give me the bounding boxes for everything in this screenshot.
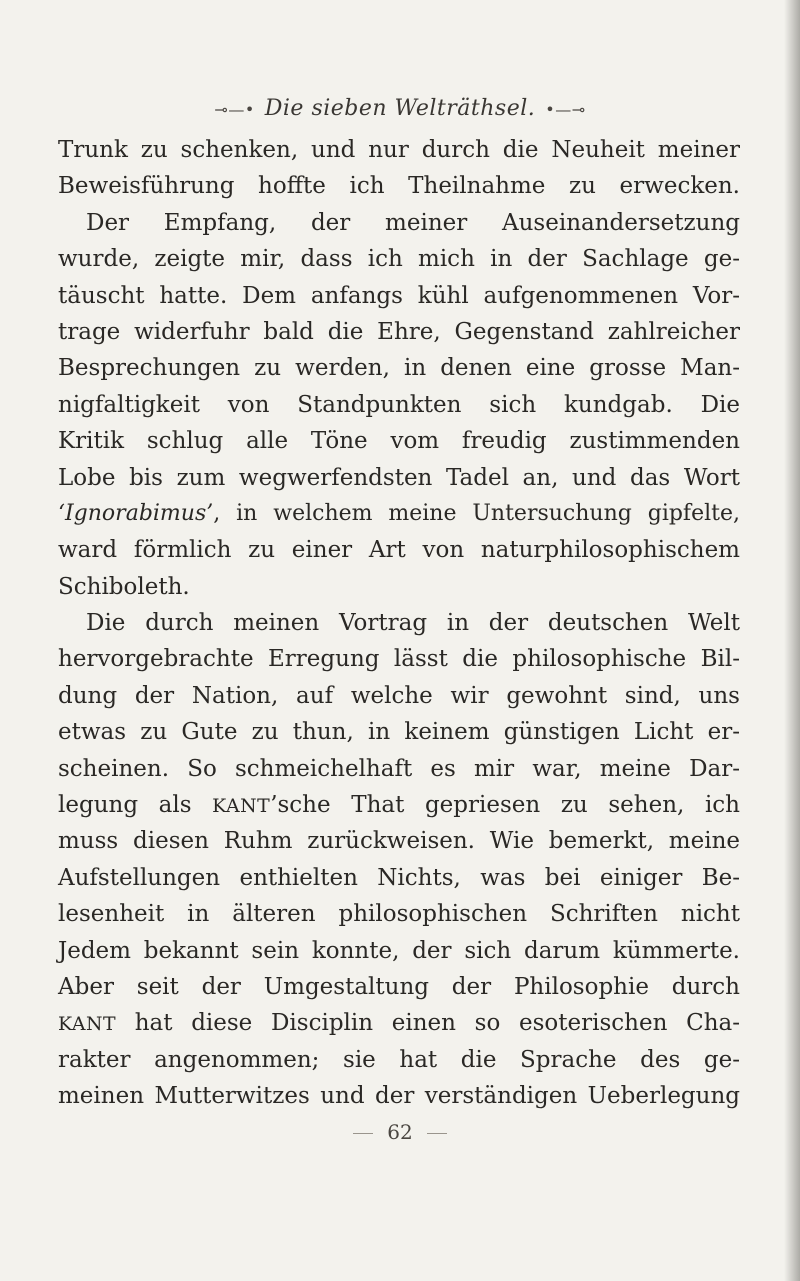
left-ornament: ⊸—• xyxy=(214,99,255,119)
text-line: hervorgebrachte Erregung lässt die philosophische Bil- xyxy=(58,646,740,673)
text-line: KANT hat diese Disciplin einen so esoterischen Cha- xyxy=(58,1010,740,1037)
text-line: Aufstellungen enthielten Nichts, was bei einiger Be- xyxy=(58,864,740,891)
text-line: Jedem bekannt sein konnte, der sich darum kümmerte. xyxy=(58,937,740,964)
text-line: Die durch meinen Vortrag in der deutschen Welt xyxy=(86,610,740,637)
folio-dash-left xyxy=(353,1133,373,1134)
text-line: legung als KANT’sche That gepriesen zu sehen, ich xyxy=(58,792,740,819)
text-line: ward förmlich zu einer Art von naturphilosophischem xyxy=(58,537,740,564)
text-line: nigfaltigkeit von Standpunkten sich kundgab. Die xyxy=(58,391,740,418)
text-line: Aber seit der Umgestaltung der Philosophie durch xyxy=(58,973,740,1000)
running-head xyxy=(0,96,800,121)
folio-dash-right xyxy=(427,1133,447,1134)
text-line: Beweisführung hoffte ich Theilnahme zu erwecken. xyxy=(58,173,740,200)
right-ornament: •—⊸ xyxy=(545,99,586,119)
body-text xyxy=(58,132,740,1115)
text-line: täuscht hatte. Dem anfangs kühl aufgenommenen Vor- xyxy=(58,282,740,309)
text-line: trage widerfuhr bald die Ehre, Gegenstand zahlreicher xyxy=(58,318,740,345)
page-number-value: 62 xyxy=(387,1120,413,1144)
text-line: wurde, zeigte mir, dass ich mich in der Sachlage ge- xyxy=(58,246,740,273)
text-line: Kritik schlug alle Töne vom freudig zustimmenden xyxy=(58,428,740,455)
text-line: Besprechungen zu werden, in denen eine grosse Man- xyxy=(58,355,740,382)
page-number xyxy=(0,1120,800,1144)
text-line-ignorabimus: ‘Ignorabimus’, in welchem meine Untersuchung gipfelte, xyxy=(58,500,740,526)
text-line: Trunk zu schenken, und nur durch die Neuheit meiner xyxy=(58,137,740,163)
text-line: Der Empfang, der meiner Auseinandersetzung xyxy=(86,209,740,236)
text-line: muss diesen Ruhm zurückweisen. Wie bemerkt, meine xyxy=(58,828,740,855)
text-line: scheinen. So schmeichelhaft es mir war, meine Dar- xyxy=(58,755,740,782)
text-line: meinen Mutterwitzes und der verständigen Ueberlegung xyxy=(58,1083,740,1110)
text-line: Lobe bis zum wegwerfendsten Tadel an, und das Wort xyxy=(58,464,740,491)
text-line: Schiboleth. xyxy=(58,573,190,600)
text-line: etwas zu Gute zu thun, in keinem günstigen Licht er- xyxy=(58,719,740,746)
text-line: dung der Nation, auf welche wir gewohnt sind, uns xyxy=(58,682,740,709)
text-line: lesenheit in älteren philosophischen Schriften nicht xyxy=(58,901,740,928)
page-edge-shadow xyxy=(784,0,800,1281)
text-line: rakter angenommen; sie hat die Sprache des ge- xyxy=(58,1046,740,1073)
running-head-title: Die sieben Welträthsel. xyxy=(264,96,536,121)
